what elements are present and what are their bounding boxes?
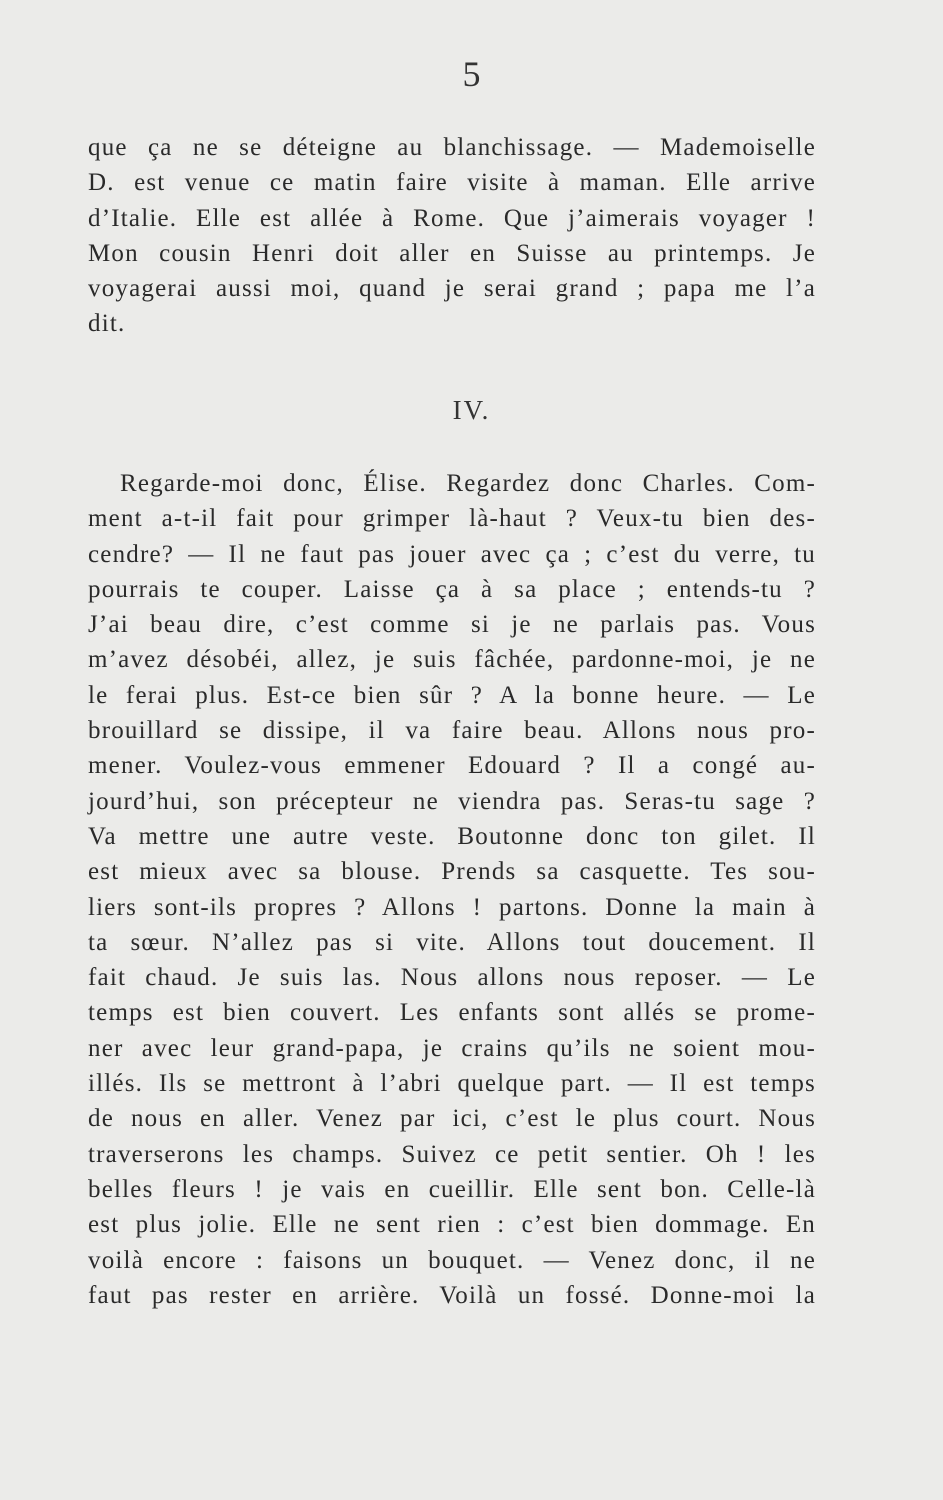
text-line: Regarde-moi donc, Élise. Regardez donc Charles. Com-: [120, 470, 816, 497]
text-line: m’avez désobéi, allez, je suis fâchée, pardonne-moi, je ne: [88, 646, 816, 674]
text-line: brouillard se dissipe, il va faire beau. Allons nous pro-: [88, 717, 816, 745]
text-line: cendre? — Il ne faut pas jouer avec ça ; c’est du verre, tu: [88, 540, 816, 568]
text-line: voilà encore : faisons un bouquet. — Venez donc, il ne: [88, 1246, 816, 1274]
text-line: ner avec leur grand-papa, je crains qu’ils ne soient mou-: [88, 1034, 816, 1062]
text-line: voyagerai aussi moi, quand je serai grand ; papa me l’a: [88, 275, 816, 303]
text-line: illés. Ils se mettront à l’abri quelque part. — Il est temps: [88, 1070, 816, 1098]
text-line: D. est venue ce matin faire visite à maman. Elle arrive: [88, 169, 816, 197]
text-line: fait chaud. Je suis las. Nous allons nous reposer. — Le: [88, 964, 816, 992]
text-line: mener. Voulez-vous emmener Edouard ? Il a congé au-: [88, 752, 816, 780]
paragraph-continued: [88, 130, 816, 342]
text-line: est plus jolie. Elle ne sent rien : c’est bien dommage. En: [88, 1211, 816, 1239]
text-line: liers sont-ils propres ? Allons ! partons. Donne la main à: [88, 893, 816, 921]
text-line: Va mettre une autre veste. Boutonne donc ton gilet. Il: [88, 822, 816, 850]
text-line: ment a-t-il fait pour grimper là-haut ? Veux-tu bien des-: [88, 505, 816, 533]
text-line: temps est bien couvert. Les enfants sont allés se prome-: [88, 999, 816, 1027]
text-line: de nous en aller. Venez par ici, c’est le plus court. Nous: [88, 1105, 816, 1133]
text-line: est mieux avec sa blouse. Prends sa casquette. Tes sou-: [88, 858, 816, 886]
text-line: traverserons les champs. Suivez ce petit sentier. Oh ! les: [88, 1140, 816, 1168]
page-number: 5: [462, 54, 481, 94]
section-heading: IV.: [452, 395, 491, 425]
text-line: dit.: [88, 310, 126, 338]
text-line: pourrais te couper. Laisse ça à sa place ; entends-tu ?: [88, 575, 816, 603]
text-line: le ferai plus. Est-ce bien sûr ? A la bonne heure. — Le: [88, 681, 816, 709]
text-line: J’ai beau dire, c’est comme si je ne parlais pas. Vous: [88, 611, 816, 639]
text-line: faut pas rester en arrière. Voilà un fossé. Donne-moi la: [88, 1281, 816, 1309]
text-line: ta sœur. N’allez pas si vite. Allons tout doucement. Il: [88, 928, 816, 956]
section-paragraph: [88, 466, 816, 1313]
text-line: belles fleurs ! je vais en cueillir. Elle sent bon. Celle-là: [88, 1175, 816, 1203]
text-line: que ça ne se déteigne au blanchissage. — Mademoiselle: [88, 134, 816, 161]
text-line: d’Italie. Elle est allée à Rome. Que j’aimerais voyager !: [88, 204, 816, 232]
text-line: Mon cousin Henri doit aller en Suisse au printemps. Je: [88, 239, 816, 267]
text-line: jourd’hui, son précepteur ne viendra pas. Seras-tu sage ?: [88, 787, 816, 815]
